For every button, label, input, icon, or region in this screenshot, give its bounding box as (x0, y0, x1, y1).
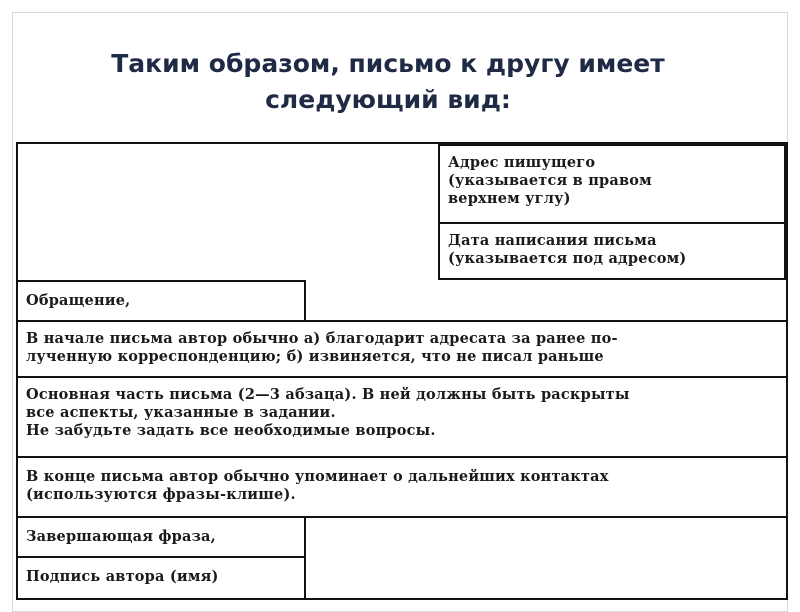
slide-title-line-2: следующий вид: (265, 85, 511, 114)
closing-phrase-box: Завершающая фраза, (16, 516, 306, 558)
intro-box: В начале письма автор обычно а) благодарит адресата за ранее по- лученную корреспонденцию; б) извиняется, что не писал раньше (16, 320, 788, 378)
address-box: Адрес пишущего (указывается в правом верхнем углу) (438, 144, 786, 224)
date-box: Дата написания письма (указывается под адресом) (438, 222, 786, 280)
slide-title-line-1: Таким образом, письмо к другу имеет (111, 49, 665, 78)
greeting-box: Обращение, (16, 280, 306, 322)
ending-box: В конце письма автор обычно упоминает о дальнейших контактах (используются фразы-клише). (16, 456, 788, 518)
main-body-box: Основная часть письма (2—3 абзаца). В ней должны быть раскрыты все аспекты, указанные в задании. Не забудьте задать все необходимые вопросы. (16, 376, 788, 458)
slide-title (0, 46, 776, 118)
signature-box: Подпись автора (имя) (16, 556, 306, 600)
letter-template (16, 142, 788, 600)
